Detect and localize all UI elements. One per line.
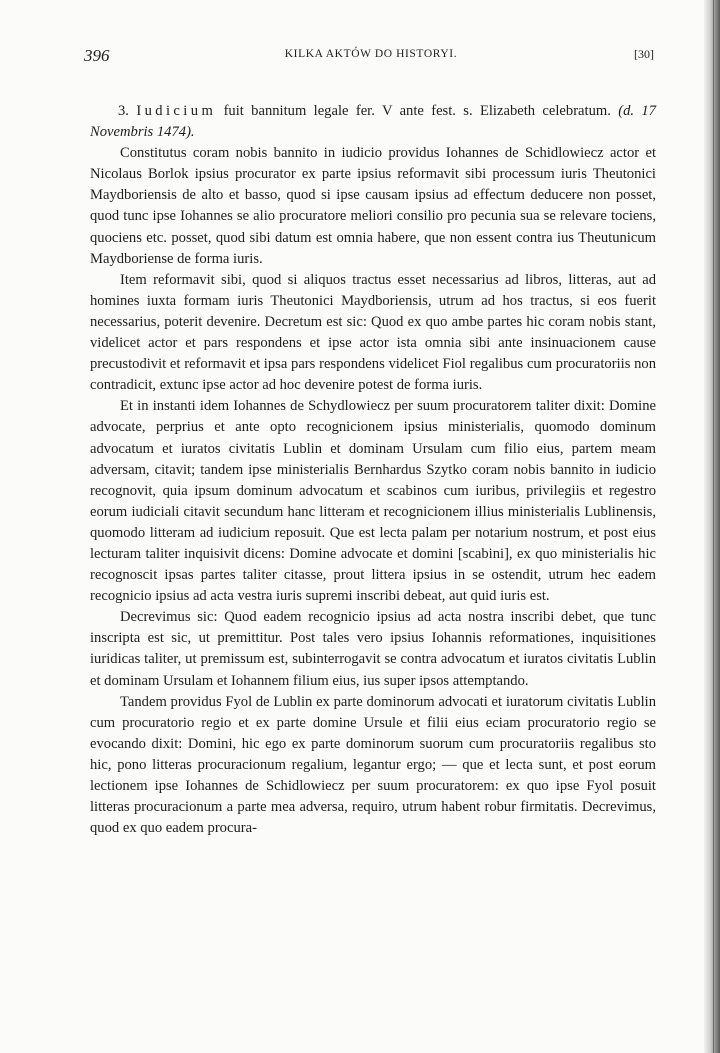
entry-text: fuit bannitum legale fer. V ante fest. s. Elizabeth celebratum. bbox=[223, 103, 611, 119]
page-number: 396 bbox=[84, 46, 110, 65]
paragraph: Decrevimus sic: Quod eadem recognicio ipsius ad acta nostra inscribi debet, que tunc inscripta est sic, ut premittitur. Post tales vero ipsius Iohannis reformationes, inquisitiones iuridicas taliter, ut premissum est, subinterrogavit se contra advocatum et iuratos civitatis Lublin et dominam Ursulam et Iohannem filium eius, ius super ipsos attemptando. bbox=[90, 609, 656, 689]
paragraph: Constitutus coram nobis bannito in iudicio providus Iohannes de Schidlowiecz actor et Nicolaus Borlok ipsius procurator ex parte ipsius reformavit sibi processum iuris Theutonici Maydboriensis de alto et basso, quod si ipse causam ipsius ad effectum deducere non posset, quod tunc ipse Iohannes se alio procuratore meliori consilio pro pecunia sua se relevare tociens, quociens etc. posset, quod sibi datum est omnia habere, que non essent contra ius Theutunicum Maydboriense de forma iuris. bbox=[90, 145, 656, 267]
paragraph: Tandem providus Fyol de Lublin ex parte dominorum advocati et iuratorum civitatis Lublin cum procuratorio regio et ex parte domine Ursule et filii eius eciam procuratorio regio se evocando dixit: Domini, hic ego ex parte dominorum suorum cum procuratoriis regalibus sto hic, pono litteras procuracionum regalium, legantur ergo; — que et lecta sunt, et post eorum lectionem ipse Iohannes de Schidlowiecz per suum procuratorem: ex quo ipse Fyol posuit litteras procuracionum a parte mea adversa, requiro, utrum habent robur firmitatis. Decrevimus, quod ex quo eadem procura- bbox=[90, 693, 656, 837]
entry-heading bbox=[90, 101, 656, 143]
paragraph: Et in instanti idem Iohannes de Schydlowiecz per suum procuratorem taliter dixit: Domine advocate, perprius et ante opto recognicionem ipsius ministerialis, quomodo dominum advocatum et iuratos civitatis Lublin et dominam Ursulam cum filio eius, partem meam adversam, citavit; tandem ipse ministerialis Bernhardus Szytko coram nobis bannito in iudicio recognovit, quia ipsum dominum advocatum et scabinos cum iuribus, privilegiis et regestro eorum iudiciali citavit secundum hanc litteram et recognicionem illius ministerialis Lublinensis, quomodo litteram ad iudicium reposuit. Que est lecta palam per notarium nostrum, et post eius lecturam taliter inquisivit dicens: Domine advocate et domini [scabini], ex quo ministerialis hic recognoscit ipsas partes taliter citasse, prout littera ipsius in se ostendit, utrum hec eadem recognicio ipsius ad acta vestra iuris supremi inscribi debeat, aut quid iuris est. bbox=[90, 398, 656, 605]
entry-number: 3. bbox=[118, 103, 129, 119]
entry-date: (d. 17 Novembris 1474). bbox=[90, 103, 656, 141]
page-header bbox=[84, 44, 658, 72]
page-edge-line bbox=[713, 0, 714, 1053]
section-number: [30] bbox=[634, 47, 654, 61]
paragraph: Item reformavit sibi, quod si aliquos tractus esset necessarius ad libros, litteras, aut ad homines iuxta formam iuris Theutonici Maydboriensis, utrum ad hos tractus, si eos fuerit necessarius, poterit devenire. Decretum est sic: Quod ex quo ambe partes hic coram nobis stant, videlicet actor et pars respondens et ipse actor ista omnia sibi ante insinuacionem cause precustodivit et reformavit et ipsa pars respondens videlicet Fiol regalibus cum procuratoriis non contradicit, extunc ipse actor ad hoc devenire potest de forma iuris. bbox=[90, 271, 656, 394]
entry-keyword: Iudicium bbox=[136, 103, 217, 119]
document-body bbox=[90, 101, 656, 839]
page-edge-shadow bbox=[704, 0, 720, 1053]
running-title: KILKA AKTÓW DO HISTORYI. bbox=[284, 48, 458, 60]
